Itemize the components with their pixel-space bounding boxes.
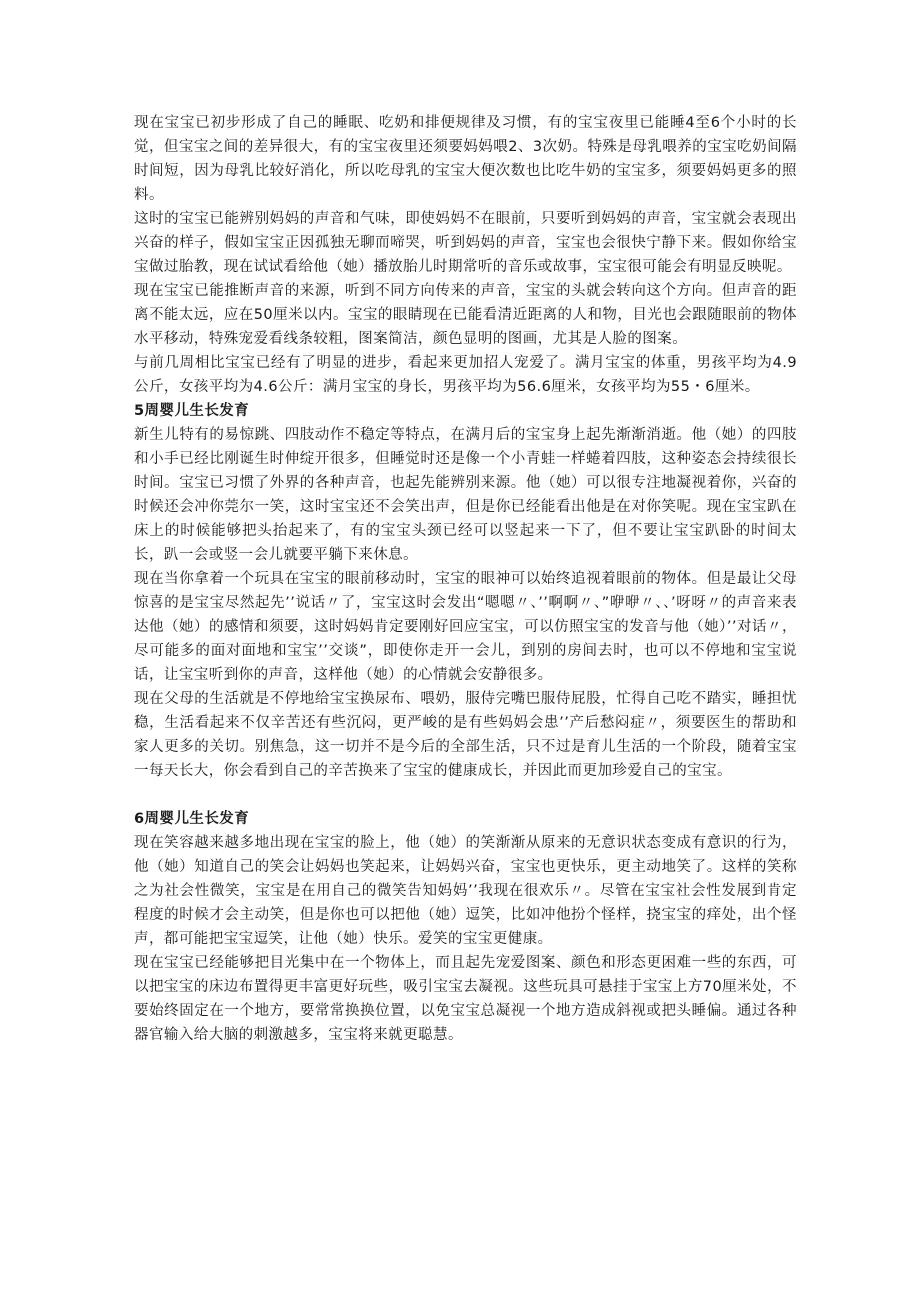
paragraph-visual-focus: 现在宝宝已经能够把目光集中在一个物体上，而且起先宠爱图案、颜色和形态更困难一些的东西，可以把宝宝的床边布置得更丰富更好玩些，吸引宝宝去凝视。这些玩具可悬挂于宝宝上方70厘米处，不要始终固定在一个地方，要常常换换位置，以免宝宝总凝视一个地方造成斜视或把头睡偏。通过各种器官输入给大脑的刺激越多，宝宝将来就更聪慧。: [134, 955, 797, 1043]
paragraph-motor-development: 新生儿特有的易惊跳、四肢动作不稳定等特点，在满月后的宝宝身上起先渐渐消逝。他（她）的四肢和小手已经比刚诞生时伸绽开很多，但睡觉时还是像一个小青蛙一样蜷着四肢，这种姿态会持续很长时间。宝宝已习惯了外界的各种声音，也起先能辨别来源。他（她）可以很专注地凝视着你，兴奋的时候还会冲你莞尔一笑，这时宝宝还不会笑出声，但是你已经能看出他是在对你笑呢。现在宝宝趴在床上的时候能够把头抬起来了，有的宝宝头颈已经可以竖起来一下了，但不要让宝宝趴卧的时间太长，趴一会或竖一会儿就要平躺下来休息。: [134, 427, 797, 563]
section-spacer: [134, 783, 797, 807]
paragraph-weight-height: 与前几周相比宝宝已经有了明显的进步，看起来更加招人宠爱了。满月宝宝的体重，男孩平均为4.9公斤，女孩平均为4.6公斤：满月宝宝的身长，男孩平均为56.6厘米，女孩平均为55・6厘米。: [134, 355, 797, 395]
paragraph-talking: 现在当你拿着一个玩具在宝宝的眼前移动时，宝宝的眼神可以始终追视着眼前的物体。但是最让父母惊喜的是宝宝尽然起先’’说话〃了，宝宝这时会发出“嗯嗯〃、’’啊啊〃、”咿咿〃、、’呀呀〃的声音来表达他（她）的感情和须要，这时妈妈肯定要刚好回应宝宝，可以仿照宝宝的发音与他（她）’’对话〃，尽可能多的面对面地和宝宝’’交谈”，即使你走开一会儿，到别的房间去时，也可以不停地和宝宝说话，让宝宝听到你的声音，这样他（她）的心情就会安静很多。: [134, 571, 797, 683]
paragraph-sound-vision: 现在宝宝已能推断声音的来源，听到不同方向传来的声音，宝宝的头就会转向这个方向。但声音的距离不能太远，应在50厘米以内。宝宝的眼睛现在已能看清近距离的人和物，目光也会跟随眼前的物体水平移动，特殊宠爱看线条较粗，图案简洁，颜色显明的图画，尤其是人脸的图案。: [134, 283, 797, 347]
paragraph-recognize-mother: 这时的宝宝已能辨别妈妈的声音和气味，即使妈妈不在眼前，只要听到妈妈的声音，宝宝就会表现出兴奋的样子，假如宝宝正因孤独无聊而啼哭，听到妈妈的声音，宝宝也会很快宁静下来。假如你给宝宝做过胎教，现在试试看给他（她）播放胎儿时期常听的音乐或故事，宝宝很可能会有明显反映呢。: [134, 211, 797, 275]
document-body: [134, 111, 797, 1047]
section-heading-week-6: 6周婴儿生长发育: [134, 811, 250, 827]
paragraph-sleep-feeding: 现在宝宝已初步形成了自己的睡眠、吃奶和排便规律及习惯，有的宝宝夜里已能睡4至6个小时的长觉，但宝宝之间的差异很大，有的宝宝夜里还须要妈妈喂2、3次奶。特殊是母乳喂养的宝宝吃奶间隔时间短，因为母乳比较好消化，所以吃母乳的宝宝大便次数也比吃牛奶的宝宝多，须要妈妈更多的照料。: [134, 115, 797, 203]
section-heading-week-5: 5周婴儿生长发育: [134, 403, 250, 419]
paragraph-social-smile: 现在笑容越来越多地出现在宝宝的脸上，他（她）的笑渐渐从原来的无意识状态变成有意识的行为，他（她）知道自己的笑会让妈妈也笑起来，让妈妈兴奋，宝宝也更快乐，更主动地笑了。这样的笑称之为社会性微笑，宝宝是在用自己的微笑告知妈妈’’我现在很欢乐〃。尽管在宝宝社会性发展到肯定程度的时候才会主动笑，但是你也可以把他（她）逗笑，比如冲他扮个怪样，挠宝宝的痒处，出个怪声，都可能把宝宝逗笑，让他（她）快乐。爱笑的宝宝更健康。: [134, 835, 797, 947]
paragraph-parent-life: 现在父母的生活就是不停地给宝宝换尿布、喂奶，服侍完嘴巴服侍屁股，忙得自己吃不踏实，睡担忧稳，生活看起来不仅辛苦还有些沉闷，更严峻的是有些妈妈会患’’产后愁闷症〃，须要医生的帮助和家人更多的关切。别焦急，这一切并不是今后的全部生活，只不过是育儿生活的一个阶段，随着宝宝一每天长大，你会看到自己的辛苦换来了宝宝的健康成长，并因此而更加珍爱自己的宝宝。: [134, 691, 797, 779]
